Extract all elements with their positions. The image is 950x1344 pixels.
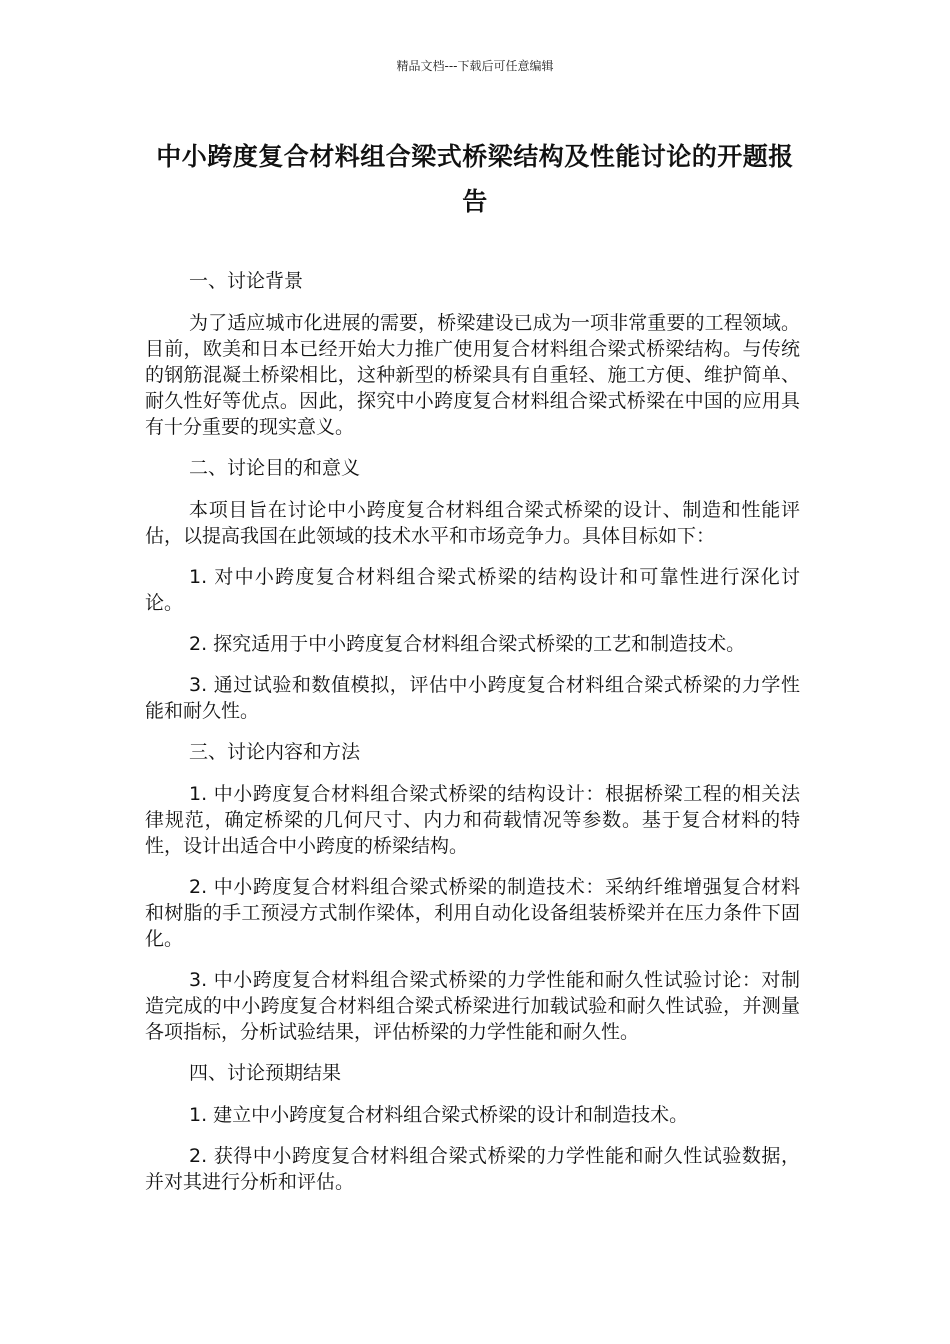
document-body bbox=[145, 268, 800, 1210]
section-heading-purpose: 二、讨论目的和意义 bbox=[189, 457, 361, 479]
document-title: 中小跨度复合材料组合梁式桥梁结构及性能讨论的开题报告 bbox=[156, 142, 794, 216]
content-item-3: 3. 中小跨度复合材料组合梁式桥梁的力学性能和耐久性试验讨论：对制造完成的中小跨度复合材料组合梁式桥梁进行加载试验和耐久性试验，并测量各项指标，分析试验结果，评估桥梁的力学性能和耐久性。 bbox=[145, 969, 800, 1043]
result-item-1: 1. 建立中小跨度复合材料组合梁式桥梁的设计和制造技术。 bbox=[189, 1104, 689, 1126]
page-header: 精品文档---下载后可任意编辑 bbox=[396, 59, 554, 73]
section-heading-content-methods: 三、讨论内容和方法 bbox=[189, 741, 361, 763]
section-heading-expected-results: 四、讨论预期结果 bbox=[189, 1062, 342, 1084]
paragraph-background: 为了适应城市化进展的需要，桥梁建设已成为一项非常重要的工程领域。目前，欧美和日本已经开始大力推广使用复合材料组合梁式桥梁结构。与传统的钢筋混凝土桥梁相比，这种新型的桥梁具有自重轻、施工方便、维护简单、耐久性好等优点。因此，探究中小跨度复合材料组合梁式桥梁在中国的应用具有十分重要的现实意义。 bbox=[145, 312, 800, 438]
purpose-item-3: 3. 通过试验和数值模拟，评估中小跨度复合材料组合梁式桥梁的力学性能和耐久性。 bbox=[145, 674, 800, 722]
content-item-1: 1. 中小跨度复合材料组合梁式桥梁的结构设计：根据桥梁工程的相关法律规范，确定桥梁的几何尺寸、内力和荷载情况等参数。基于复合材料的特性，设计出适合中小跨度的桥梁结构。 bbox=[145, 783, 800, 857]
content-item-2: 2. 中小跨度复合材料组合梁式桥梁的制造技术：采纳纤维增强复合材料和树脂的手工预浸方式制作梁体，利用自动化设备组装桥梁并在压力条件下固化。 bbox=[145, 876, 800, 950]
purpose-item-2: 2. 探究适用于中小跨度复合材料组合梁式桥梁的工艺和制造技术。 bbox=[189, 633, 746, 655]
purpose-item-1: 1. 对中小跨度复合材料组合梁式桥梁的结构设计和可靠性进行深化讨论。 bbox=[145, 566, 800, 614]
paragraph-purpose-intro: 本项目旨在讨论中小跨度复合材料组合梁式桥梁的设计、制造和性能评估，以提高我国在此领域的技术水平和市场竞争力。具体目标如下： bbox=[145, 499, 800, 547]
result-item-2: 2. 获得中小跨度复合材料组合梁式桥梁的力学性能和耐久性试验数据，并对其进行分析和评估。 bbox=[145, 1145, 800, 1193]
section-heading-background: 一、讨论背景 bbox=[189, 270, 304, 292]
